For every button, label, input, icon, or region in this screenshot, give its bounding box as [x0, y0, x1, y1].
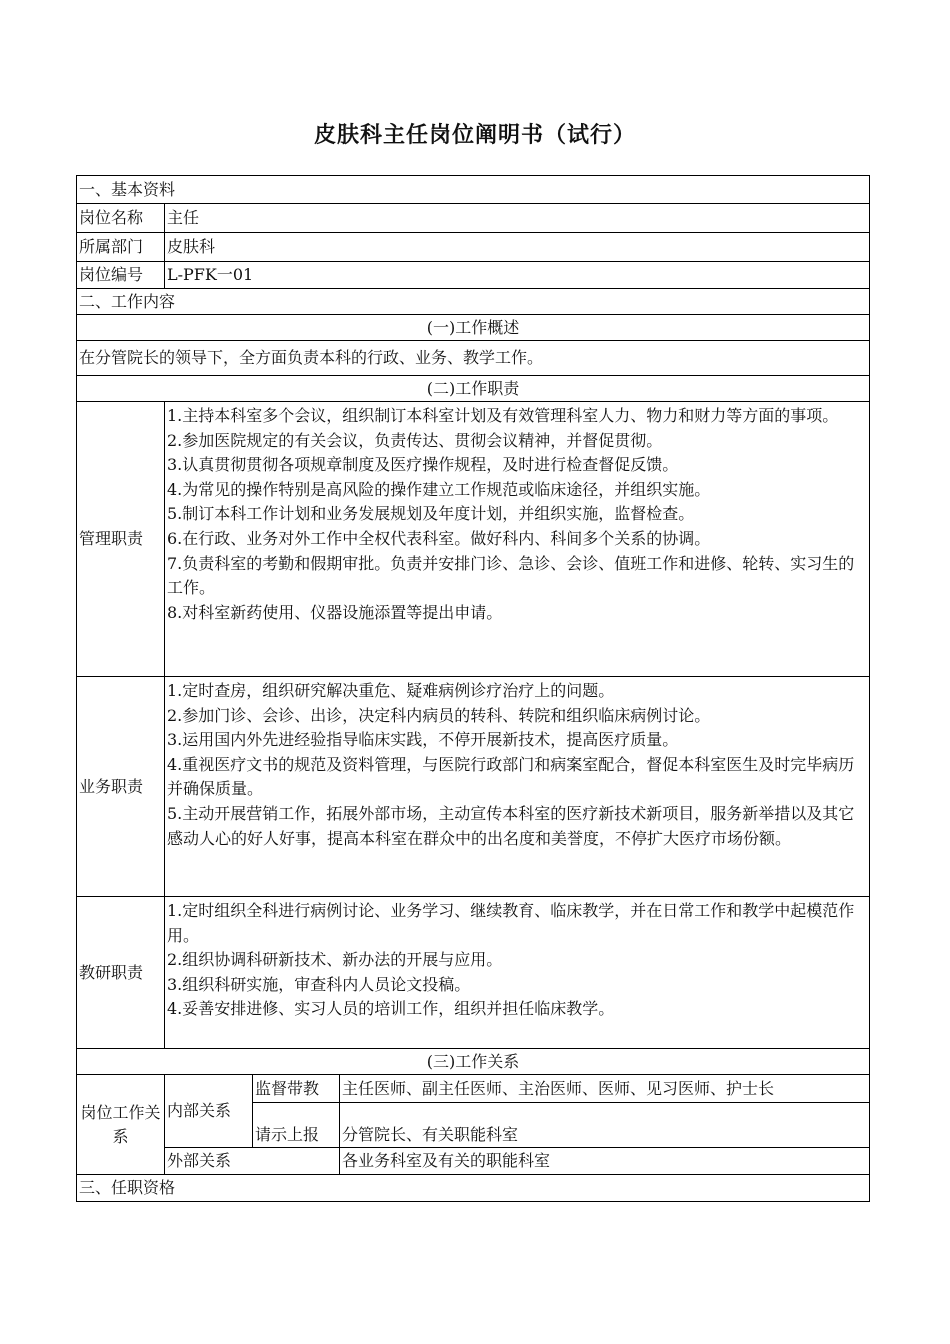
subsection-heading-relations: (三)工作关系 — [77, 1049, 870, 1075]
basic-info-label: 岗位编号 — [77, 262, 165, 289]
report-label: 请示上报 — [253, 1103, 340, 1148]
duty-item: 1.主持本科室多个会议，组织制订本科室计划及有效管理科室人力、物力和财力等方面的事项。 — [167, 406, 839, 425]
overview-text: 在分管院长的领导下，全方面负责本科的行政、业务、教学工作。 — [77, 341, 870, 376]
subsection-row-duties — [77, 376, 870, 402]
basic-info-row — [77, 262, 870, 289]
duty-row-management — [77, 402, 870, 677]
basic-info-value: 皮肤科 — [165, 233, 870, 262]
report-value: 分管院长、有关职能科室 — [340, 1103, 870, 1148]
job-description-table — [76, 175, 870, 1202]
subsection-heading-duties: (二)工作职责 — [77, 376, 870, 402]
subsection-heading-overview: (一)工作概述 — [77, 315, 870, 341]
duty-item: 3.认真贯彻贯彻各项规章制度及医疗操作规程，及时进行检查督促反馈。 — [167, 455, 679, 475]
duty-label-management: 管理职责 — [77, 402, 165, 677]
duty-item: 4.重视医疗文书的规范及资料管理，与医院行政部门和病案室配合，督促本科室医生及时完毕病历并确保质量。 — [167, 754, 855, 799]
section-row-basic-info — [77, 176, 870, 204]
relations-label: 岗位工作关系 — [77, 1075, 165, 1175]
duty-item: 3.运用国内外先进经验指导临床实践，不停开展新技术，提高医疗质量。 — [167, 730, 679, 750]
duty-list-business — [165, 677, 870, 897]
relation-row-external — [77, 1148, 870, 1175]
basic-info-row — [77, 233, 870, 262]
subsection-row-overview — [77, 315, 870, 341]
section-heading-basic-info: 一、基本资料 — [77, 176, 870, 204]
duty-item: 1.定时查房，组织研究解决重危、疑难病例诊疗治疗上的问题。 — [167, 681, 615, 700]
basic-info-value: L-PFK一01 — [165, 262, 870, 289]
duty-row-business — [77, 677, 870, 897]
section-row-qualifications — [77, 1175, 870, 1202]
external-relations-value: 各业务科室及有关的职能科室 — [340, 1148, 870, 1175]
duty-item: 7.负责科室的考勤和假期审批。负责并安排门诊、急诊、会诊、值班工作和进修、轮转、实习生的工作。 — [167, 553, 855, 598]
duty-item: 1.定时组织全科进行病例讨论、业务学习、继续教育、临床教学，并在日常工作和教学中起模范作用。 — [167, 901, 855, 945]
duty-item: 3.组织科研实施，审查科内人员论文投稿。 — [167, 974, 471, 994]
overview-row — [77, 341, 870, 376]
section-row-work-content — [77, 289, 870, 315]
basic-info-label: 岗位名称 — [77, 204, 165, 233]
duty-list-teaching — [165, 897, 870, 1049]
duty-item: 4.为常见的操作特别是高风险的操作建立工作规范或临床途径，并组织实施。 — [167, 479, 711, 499]
duty-item: 2.参加医院规定的有关会议，负责传达、贯彻会议精神，并督促贯彻。 — [167, 430, 663, 450]
duty-label-teaching: 教研职责 — [77, 897, 165, 1049]
duty-item: 5.制订本科工作计划和业务发展规划及年度计划，并组织实施，监督检查。 — [167, 504, 695, 524]
duty-item: 4.妥善安排进修、实习人员的培训工作，组织并担任临床教学。 — [167, 999, 615, 1019]
supervise-label: 监督带教 — [253, 1075, 340, 1103]
document-title: 皮肤科主任岗位阐明书（试行） — [313, 123, 636, 148]
duty-item: 8.对科室新药使用、仪器设施添置等提出申请。 — [167, 602, 503, 622]
internal-relations-label: 内部关系 — [165, 1075, 253, 1148]
section-heading-qualifications: 三、任职资格 — [77, 1175, 870, 1202]
duty-item: 2.参加门诊、会诊、出诊，决定科内病员的转科、转院和组织临床病例讨论。 — [167, 705, 711, 725]
duty-row-teaching — [77, 897, 870, 1049]
external-relations-label: 外部关系 — [165, 1148, 340, 1175]
duty-label-business: 业务职责 — [77, 677, 165, 897]
supervise-value: 主任医师、副主任医师、主治医师、医师、见习医师、护士长 — [340, 1075, 870, 1103]
subsection-row-relations — [77, 1049, 870, 1075]
duty-item: 6.在行政、业务对外工作中全权代表科室。做好科内、科间多个关系的协调。 — [167, 528, 711, 548]
section-heading-work-content: 二、工作内容 — [77, 289, 870, 315]
basic-info-row — [77, 204, 870, 233]
basic-info-label: 所属部门 — [77, 233, 165, 262]
relation-row-supervise — [77, 1075, 870, 1103]
basic-info-value: 主任 — [165, 204, 870, 233]
duty-item: 5.主动开展营销工作，拓展外部市场，主动宣传本科室的医疗新技术新项目，服务新举措以及其它感动人心的好人好事，提高本科室在群众中的出名度和美誉度，不停扩大医疗市场份额。 — [167, 803, 855, 848]
duty-item: 2.组织协调科研新技术、新办法的开展与应用。 — [167, 950, 503, 970]
duty-list-management — [165, 402, 870, 677]
